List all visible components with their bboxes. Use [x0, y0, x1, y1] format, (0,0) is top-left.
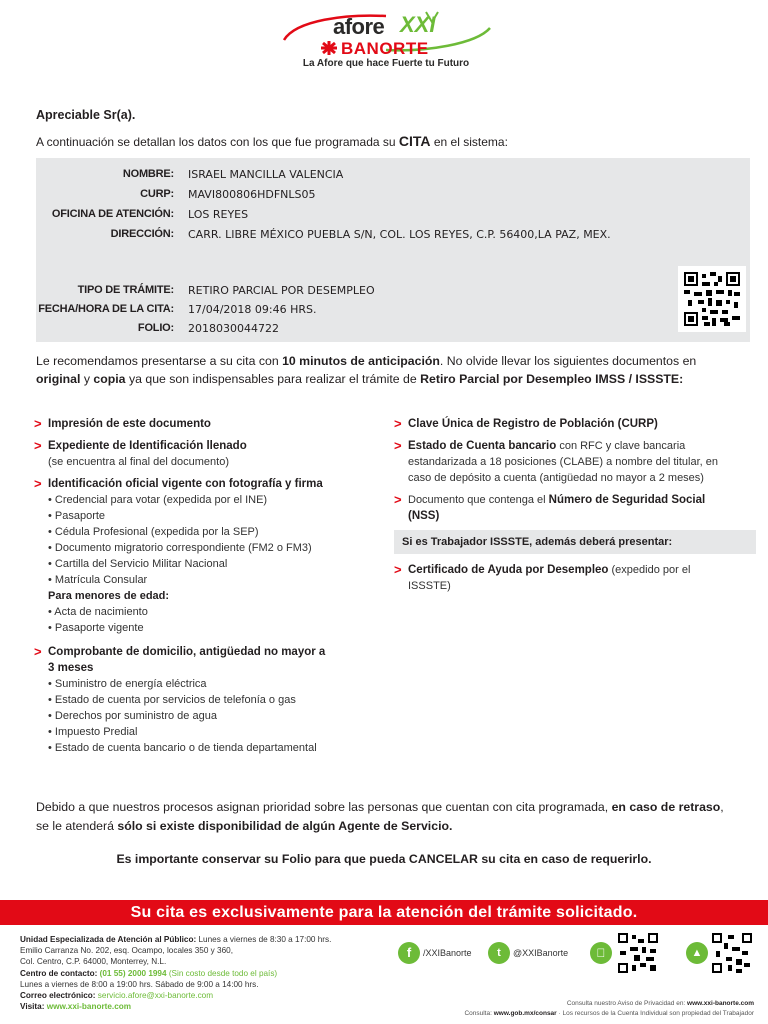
footer-legal [464, 999, 754, 1019]
qr-apple-icon [618, 933, 658, 973]
gob-rest: · Los recursos de la Cuenta Individual son propiedad del Trabajador [556, 1010, 754, 1017]
reco-p1: Le recomendamos presentarse a su cita con [36, 354, 283, 368]
issste-box: Si es Trabajador ISSSTE, además deberá presentar: [394, 530, 756, 554]
intro-cita: CITA [398, 133, 431, 149]
list-item: • Estado de cuenta por servicios de telefonía o gas [48, 694, 296, 706]
list-item: • Estado de cuenta bancario o de tienda departamental [48, 742, 317, 754]
folio-label: FOLIO: [137, 322, 174, 334]
gob-pre: Consulta: [464, 1010, 494, 1017]
curp-label: CURP: [140, 188, 174, 200]
logo-xxi-text: XXI [400, 12, 436, 37]
fecha-value: 17/04/2018 09:46 HRS. [188, 303, 317, 316]
row-direccion [36, 228, 611, 246]
unidad-bold: Unidad Especializada de Atención al Público: [20, 935, 197, 944]
contacto-note: (Sin costo desde todo el país) [166, 968, 278, 978]
list-item-curp [394, 416, 754, 432]
apple-icon [590, 942, 612, 964]
delay-note [36, 798, 736, 836]
footer-line-address: Emilio Carranza No. 202, esq. Ocampo, locales 350 y 360, [20, 946, 233, 956]
oficina-label: OFICINA DE ATENCIÓN: [51, 208, 174, 220]
twitter-icon: t [488, 942, 510, 964]
recommendation-text [36, 352, 736, 388]
footer-line-hours: Lunes a viernes de 8:00 a 19:00 hrs. Sábado de 9:00 a 14:00 hrs. [20, 979, 259, 989]
folio-note: Es importante conservar su Folio para que pueda CANCELAR su cita en caso de requerirlo. [116, 852, 652, 866]
tramite-label: TIPO DE TRÁMITE: [77, 284, 174, 296]
list-item: • Documento migratorio correspondiente (FM2 o FM3) [48, 542, 312, 554]
reco-b3: copia [93, 372, 126, 386]
tramite-value: RETIRO PARCIAL POR DESEMPLEO [188, 284, 375, 297]
android-icon: ▲ [686, 942, 708, 964]
menores-heading: Para menores de edad: [48, 590, 170, 602]
expediente-text: Expediente de Identificación llenado [48, 440, 247, 452]
intro-after: en el sistema: [430, 135, 508, 149]
list-item: • Acta de nacimiento [48, 606, 148, 618]
delay-p1: Debido a que nuestros procesos asignan prioridad sobre las personas que cuentan con cita programada, [36, 800, 612, 814]
privacy-link[interactable]: www.xxi-banorte.com [687, 1000, 754, 1007]
list-item-identificacion [34, 476, 354, 492]
visita-link[interactable]: www.xxi-banorte.com [44, 1002, 132, 1012]
list-item: • Pasaporte vigente [48, 622, 144, 634]
consar-line [464, 1009, 754, 1019]
twitter-label: @XXIBanorte [513, 948, 569, 958]
facebook-link[interactable] [398, 942, 472, 964]
facebook-label: /XXIBanorte [423, 948, 472, 958]
correo-bold: Correo electrónico: [20, 991, 96, 1001]
logo-afore-text: afore [333, 14, 385, 39]
list-item-impresion [34, 416, 354, 432]
contacto-phone[interactable]: (01 55) 2000 1994 [97, 968, 167, 978]
android-app-link[interactable] [686, 942, 708, 964]
greeting: Apreciable Sr(a). [36, 108, 136, 122]
documents-list-left [34, 416, 354, 756]
reco-b2: original [36, 372, 81, 386]
list-item: • Pasaporte [48, 510, 106, 522]
row-nombre [36, 168, 343, 186]
afore-xxi-banorte-logo [276, 6, 496, 76]
fecha-label: FECHA/HORA DE LA CITA: [38, 303, 174, 315]
cert-rest: (expedido por el ISSSTE) [408, 564, 691, 592]
qr-android-icon [712, 933, 752, 973]
nombre-label: NOMBRE: [122, 168, 174, 180]
folio-value: 2018030044722 [188, 322, 279, 335]
list-item-nss [394, 492, 734, 524]
delay-b2: sólo si existe disponibilidad de algún Agente de Servicio. [117, 819, 453, 833]
impresion-text: Impresión de este documento [48, 418, 211, 430]
chevron-right-icon: > [394, 562, 402, 577]
row-fecha [36, 303, 317, 321]
delay-p2: , se le atenderá [36, 800, 724, 833]
documents-list-right [394, 416, 754, 598]
reco-p4: ya que son indispensables para realizar el trámite de [125, 372, 421, 386]
list-item-domicilio [34, 644, 334, 676]
qr-code [678, 266, 746, 332]
list-item: • Cartilla del Servicio Militar Nacional [48, 558, 228, 570]
logo-tagline: La Afore que hace Fuerte tu Futuro [302, 58, 470, 69]
chevron-right-icon: > [34, 644, 42, 659]
list-item: • Cédula Profesional (expedida por la SEP) [48, 526, 259, 538]
footer-line-contacto [20, 968, 380, 979]
appointment-info-box [36, 158, 750, 342]
direccion-label: DIRECCIÓN: [110, 228, 174, 240]
chevron-right-icon: > [394, 438, 402, 453]
privacy-line [464, 999, 754, 1009]
delay-b1: en caso de retraso [611, 800, 721, 814]
list-item: • Matrícula Consular [48, 574, 148, 586]
twitter-link[interactable] [488, 942, 568, 964]
intro-before: A continuación se detallan los datos con los que fue programada su [36, 135, 399, 149]
list-item-estado-cuenta [394, 438, 730, 486]
list-item: • Impuesto Predial [48, 726, 138, 738]
expediente-sub: (se encuentra al final del documento) [48, 456, 229, 468]
row-curp [36, 188, 315, 206]
identificacion-text: Identificación oficial vigente con fotografía y firma [48, 478, 323, 490]
chevron-right-icon: > [394, 416, 402, 431]
curp-value: MAVI800806HDFNLS05 [188, 188, 316, 201]
nss-pre: Documento que contenga el [408, 494, 549, 506]
footer-line-colonia: Col. Centro, C.P. 64000, Monterrey, N.L. [20, 957, 167, 967]
list-item-certificado [394, 562, 714, 594]
apple-app-link[interactable] [590, 942, 612, 964]
estado-rest: con RFC y clave bancaria estandarizada a 18 posiciones (CLABE) a nombre del titular, en caso de depósito a cuenta (antigüedad no mayor a 2 meses) [408, 440, 719, 484]
chevron-right-icon: > [34, 416, 42, 431]
visita-bold: Visita: [20, 1002, 45, 1012]
banorte-mark-icon [320, 40, 338, 56]
list-item: • Credencial para votar (expedida por el INE) [48, 494, 268, 506]
nombre-value: ISRAEL MANCILLA VALENCIA [188, 168, 344, 181]
reco-p2: . No olvide llevar los siguientes documentos en [439, 354, 697, 368]
unidad-rest: Lunes a viernes de 8:30 a 17:00 hrs. [196, 935, 332, 944]
row-oficina [36, 208, 248, 226]
list-item: • Suministro de energía eléctrica [48, 678, 207, 690]
row-tramite [36, 284, 375, 302]
domicilio-text: Comprobante de domicilio, antigüedad no mayor a 3 meses [48, 646, 326, 674]
header [0, 0, 768, 90]
reco-b4: Retiro Parcial por Desempleo IMSS / ISSSTE: [420, 372, 684, 386]
footer-line-unidad [20, 934, 380, 945]
list-item: • Derechos por suministro de agua [48, 710, 217, 722]
logo-banorte-text: BANORTE [341, 39, 429, 58]
correo-link[interactable]: servicio.afore@xxi-banorte.com [95, 991, 214, 1001]
oficina-value: LOS REYES [188, 208, 249, 221]
chevron-right-icon: > [394, 492, 402, 507]
chevron-right-icon: > [34, 476, 42, 491]
direccion-value: CARR. LIBRE MÉXICO PUEBLA S/N, COL. LOS REYES, C.P. 56400,LA PAZ, MEX. [188, 228, 611, 241]
reco-p3: y [80, 372, 94, 386]
chevron-right-icon: > [34, 438, 42, 453]
red-banner: Su cita es exclusivamente para la atención del trámite solicitado. [0, 900, 768, 925]
gob-link[interactable]: www.gob.mx/consar [493, 1010, 557, 1017]
nss-bold: Número de Seguridad Social (NSS) [408, 494, 706, 522]
intro-text [36, 133, 508, 149]
reco-b1: 10 minutos de anticipación [282, 354, 440, 368]
curp-doc-text: Clave Única de Registro de Población (CURP) [408, 418, 658, 430]
contacto-bold: Centro de contacto: [20, 968, 98, 978]
privacy-pre: Consulta nuestro Aviso de Privacidad en: [566, 1000, 688, 1007]
list-item-expediente [34, 438, 354, 470]
footer-line-visita [20, 1001, 380, 1012]
facebook-icon: f [398, 942, 420, 964]
footer-contact [20, 934, 380, 1012]
cert-bold: Certificado de Ayuda por Desempleo [408, 564, 609, 576]
estado-bold: Estado de Cuenta bancario [408, 440, 557, 452]
footer-line-correo [20, 990, 380, 1001]
row-folio [36, 322, 279, 340]
qr-code-icon [684, 272, 740, 326]
